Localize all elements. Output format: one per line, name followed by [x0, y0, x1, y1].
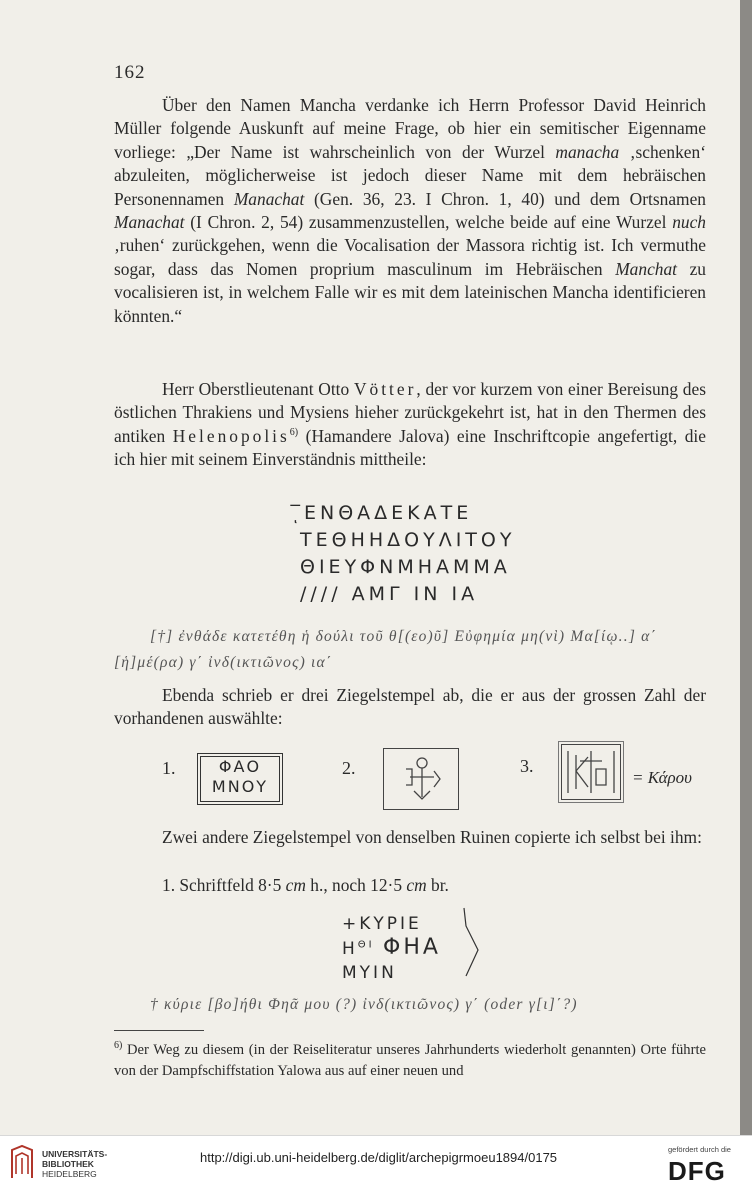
inscription-line: +ΚΥΡΙΕ [342, 914, 422, 934]
brick-stamp-1 [200, 756, 280, 802]
dfg-logo: DFG [668, 1156, 726, 1186]
university-library-name [42, 1149, 107, 1179]
inscription-break-mark [444, 906, 484, 982]
inscription-line: //// ΑΜΓ ΙΝ ΙΑ [300, 583, 479, 605]
footnote-rule [114, 1030, 204, 1031]
stamp-number: 1. [162, 758, 176, 778]
paragraph-mancha: Über den Namen Mancha verdanke ich Herrn Professor David Heinrich Müller folgende Auskunft auf meine Frage, ob hier ein semitischer Eigenname vorliege: „Der Name ist wahrscheinlich von der Wurzel manacha ‚schenken‘ abzuleiten, möglicherweise ist jedoch dieser Name mit dem hebräischen Personennamen Manachat (Gen. 36, 23. I Chron. 1, 40) und dem Ortsnamen Manachat (I Chron. 2, 54) zusammenzustellen, welche beide auf eine Wurzel nuch ‚ruhen‘ zurückgehen, wenn die Vocalisation der Massora richtig ist. Ich vermuthe sogar, dass das Nomen proprium masculinum im Hebräischen Manchat zu vocalisieren ist, in welchem Falle wir es mit dem lateinischen Mancha identificieren könnten.“ [114, 95, 706, 326]
greek-transcription-line: [ἡ]μέ(ρα) γ΄ ἰνδ(ικτιῶνος) ια΄ [114, 654, 333, 671]
permalink-url[interactable]: http://digi.ub.uni-heidelberg.de/diglit/archepigrmoeu1894/0175 [200, 1150, 558, 1165]
greek-transcription-line-2: † κύριε [βο]ήθι Φηᾶ μου (?) ἰνδ(ικτιῶνος) γ΄ (oder γ[ι]΄?) [150, 996, 578, 1013]
library-name-line: HEIDELBERG [42, 1169, 97, 1179]
item-schriftfeld: 1. Schriftfeld 8·5 cm h., noch 12·5 cm br. [162, 875, 449, 895]
brick-stamp-3 [561, 744, 621, 800]
inscription-line: $H^{\Theta I}$ ΦΗΑ [342, 935, 441, 960]
stamp-text: ΜΝΟΥ [211, 777, 269, 796]
greek-transcription-line: [†] ἐνθάδε κατετέθη ἡ δούλι τοῦ θ[(εο)ῦ] Εὐφημία μη(νὶ) Μα[ίῳ..] α΄ [150, 628, 657, 645]
paragraph-two-stamps: Zwei andere Ziegelstempel von denselben Ruinen copierte ich selbst bei ihm: [162, 827, 702, 847]
page-number: 162 [114, 62, 146, 83]
paragraph-ziegelstempel: Ebenda schrieb er drei Ziegelstempel ab, die er aus der grossen Zahl der vorhandenen auswählte: [114, 685, 706, 729]
inscription-line: ΤΕΘΗΗΔΟΥΛΙΤΟΥ [300, 529, 516, 551]
inscription-block-2 [342, 912, 441, 985]
inscription-line: ΘΙΕΥΦΝΜΗΑΜΜΑ [300, 556, 511, 578]
monogram-cross-icon [384, 749, 458, 809]
stamp-text: ΦΑΟ [218, 757, 262, 776]
inscription-line: ΜΥΙΝ [342, 963, 397, 983]
library-name-line: UNIVERSITÄTS- [42, 1149, 108, 1159]
stamp-number: 2. [342, 758, 356, 778]
university-library-logo-icon [8, 1144, 36, 1182]
paragraph-voetter: Herr Oberstlieutenant Otto Vötter, der vor kurzem von einer Bereisung des östlichen Thrakiens und Mysiens hieher zurückgekehrt ist, hat in den Thermen des antiken Helenopolis$^{6)}$ (Hamandere Jalova) eine Inschriftcopie angefertigt, die ich hier mit seinem Einverständnis mittheile: [114, 379, 706, 470]
inscription-line: ̅ͅΕΝΘΑΔΕΚΑΤΕ [300, 502, 473, 524]
brick-stamp-2 [383, 748, 459, 810]
monogram-kappa-icon [562, 745, 620, 799]
funded-by-label: gefördert durch die [668, 1145, 731, 1154]
inscription-block [300, 500, 540, 608]
stamp-reading: = Κάρου [632, 768, 692, 787]
library-name-line: BIBLIOTHEK [42, 1159, 94, 1169]
footnote: $^{6)}$ Der Weg zu diesem (in der Reiseliteratur unseres Jahrhunderts wiederholt genannten) Orte führte von der Dampfschiffstation Yalowa aus auf einer neuen und [114, 1040, 706, 1079]
page-edge-shadow [740, 0, 752, 1135]
stamp-number: 3. [520, 756, 534, 776]
